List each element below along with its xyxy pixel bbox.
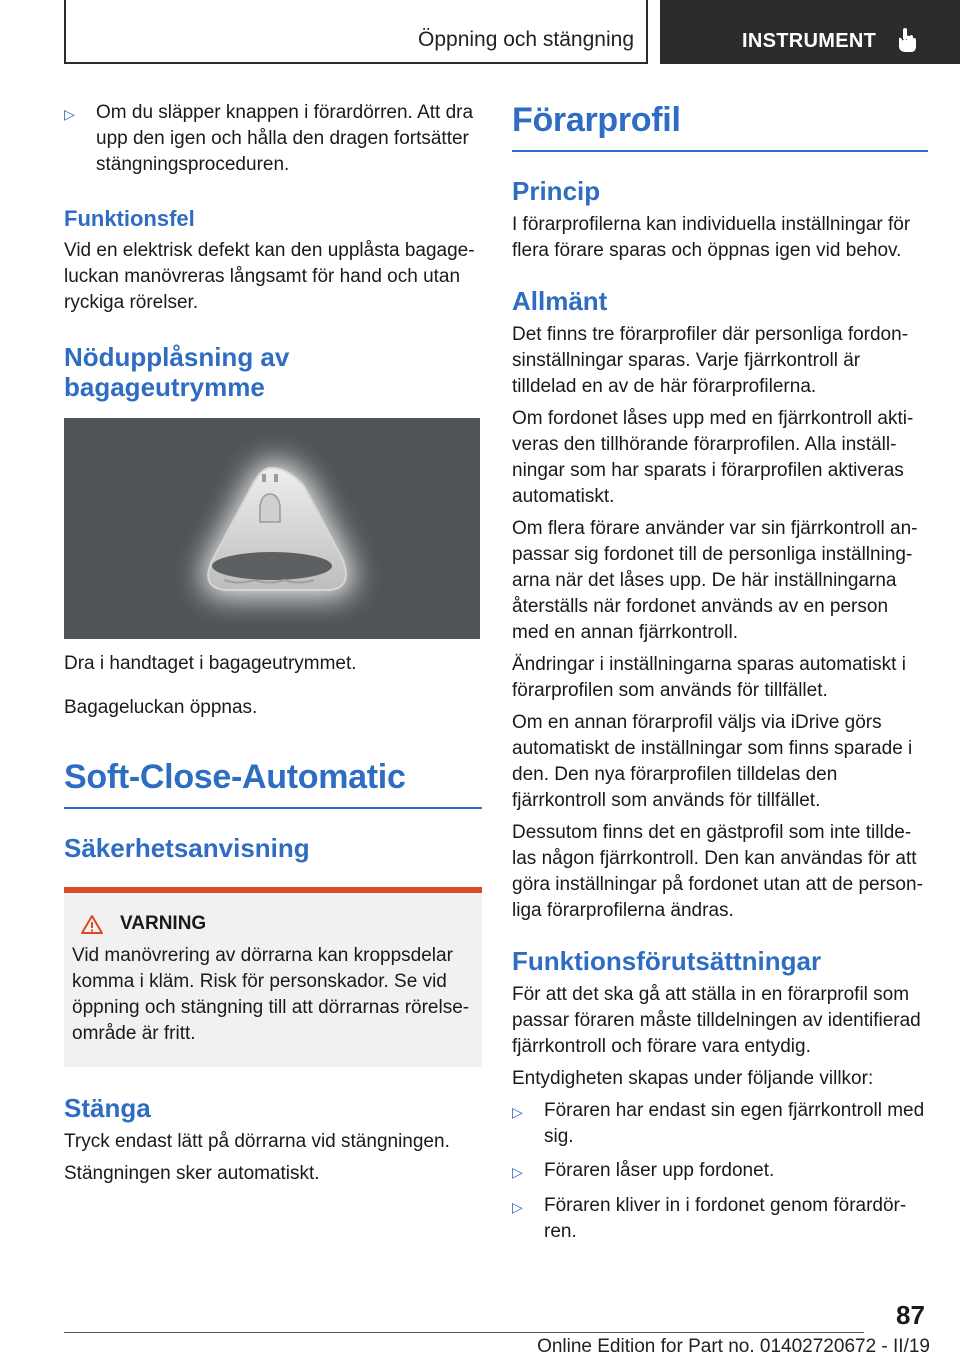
close-heading: Stänga (64, 1093, 151, 1123)
general-paragraph: Ändringar i inställningarna sparas automatiskt i förarprofilen som används för tillfället. (512, 654, 906, 701)
fault-text: Vid en elektrisk defekt kan den upplåsta bagageluckan manövreras långsamt för hand och utan ryckiga rörelser. (64, 240, 475, 313)
left-column (64, 100, 482, 1187)
prereq-paragraph: Entydigheten skapas under följande villkor: (512, 1068, 874, 1089)
warning-text: Vid manövrering av dörrarna kan kroppsdelar komma i kläm. Risk för personskador. Se vid öppning och stängning till att dörrarnas rörelseområde är fritt. (72, 945, 470, 1044)
pointing-hand-icon (894, 26, 920, 54)
triangle-bullet-icon: ▷ (64, 106, 75, 122)
fault-heading: Funktionsfel (64, 206, 195, 231)
footer-divider (64, 1332, 864, 1333)
prereq-heading: Funktionsförutsättningar (512, 946, 822, 976)
close-text-2: Stängningen sker automatiskt. (64, 1163, 320, 1184)
list-item-text: Om du släpper knappen i förardörren. Att dra upp den igen och hålla den dragen fortsätter stängningsproceduren. (96, 102, 474, 175)
general-paragraph: Dessutom finns det en gästprofil som inte tilldelas någon fjärrkontroll. Den kan användas för att göra inställningar på fordonet utan att de personliga förarprofilerna ändras. (512, 822, 923, 921)
header-section-tab (64, 0, 648, 64)
trunk-handle-photo (64, 418, 480, 639)
warning-triangle-icon (80, 914, 104, 935)
softclose-heading: Soft-Close-Automatic (64, 757, 482, 809)
principle-text: I förarprofilerna kan individuella inställningar för flera förare sparas och öppnas igen vid behov. (512, 214, 911, 261)
emergency-text-2: Bagageluckan öppnas. (64, 697, 258, 718)
header-chapter-title: INSTRUMENT (742, 30, 877, 52)
right-column (512, 100, 928, 1245)
general-paragraph: Det finns tre förarprofiler där personliga fordonsinställningar sparas. Varje fjärrkontroll är tilldelad en av de här förarprofilerna. (512, 324, 909, 397)
list-item (512, 1158, 928, 1185)
general-paragraph: Om fordonet låses upp med en fjärrkontroll aktiveras den tillhörande förarprofilen. Alla inställningar som har sparats i förarprofilen aktiveras automatiskt. (512, 408, 914, 507)
warning-box (64, 887, 482, 1067)
profile-heading: Förarprofil (512, 100, 928, 152)
principle-heading: Princip (512, 176, 601, 206)
warning-title-row (72, 913, 474, 935)
emergency-heading-line2: bagageutrymme (64, 372, 265, 402)
triangle-bullet-icon: ▷ (512, 1104, 523, 1120)
general-heading: Allmänt (512, 286, 608, 316)
emergency-heading-line1: Nödupplåsning av (64, 342, 290, 372)
header-chapter-tab (660, 0, 960, 64)
emergency-heading (64, 342, 482, 402)
close-text-1: Tryck endast lätt på dörrarna vid stängningen. (64, 1131, 450, 1152)
triangle-bullet-icon: ▷ (512, 1199, 523, 1215)
list-item (64, 100, 482, 178)
prereq-paragraph: För att det ska gå att ställa in en förarprofil som passar föraren måste tilldelningen av identifierad fjärrkontroll och förare vara entydig. (512, 984, 921, 1057)
triangle-bullet-icon: ▷ (512, 1164, 523, 1180)
header-section-title: Öppning och stängning (418, 28, 634, 51)
safety-heading: Säkerhetsanvisning (64, 833, 310, 863)
page-number: 87 (896, 1300, 925, 1330)
emergency-text-1: Dra i handtaget i bagageutrymmet. (64, 653, 357, 674)
warning-title: VARNING (120, 913, 207, 934)
list-item-text: Föraren har endast sin egen fjärrkontroll med sig. (544, 1100, 925, 1147)
general-paragraph: Om en annan förarprofil väljs via iDrive görs automatiskt de inställningar som finns sparade i den. Den nya förarprofilen tilldelas den fjärrkontroll som används för tillfället. (512, 712, 913, 811)
list-item (512, 1193, 928, 1245)
general-paragraph: Om flera förare använder var sin fjärrkontroll anpassar sig fordonet till de personliga inställningarna när det låses upp. De här inställningarna återställs när fordonet används av en person med en annan fjärrkontroll. (512, 518, 918, 643)
list-item-text: Föraren kliver in i fordonet genom förardörren. (544, 1195, 907, 1242)
footer-edition: Online Edition for Part no. 01402720672 - II/19 (537, 1336, 930, 1357)
list-item (512, 1098, 928, 1150)
list-item-text: Föraren låser upp fordonet. (544, 1160, 775, 1181)
